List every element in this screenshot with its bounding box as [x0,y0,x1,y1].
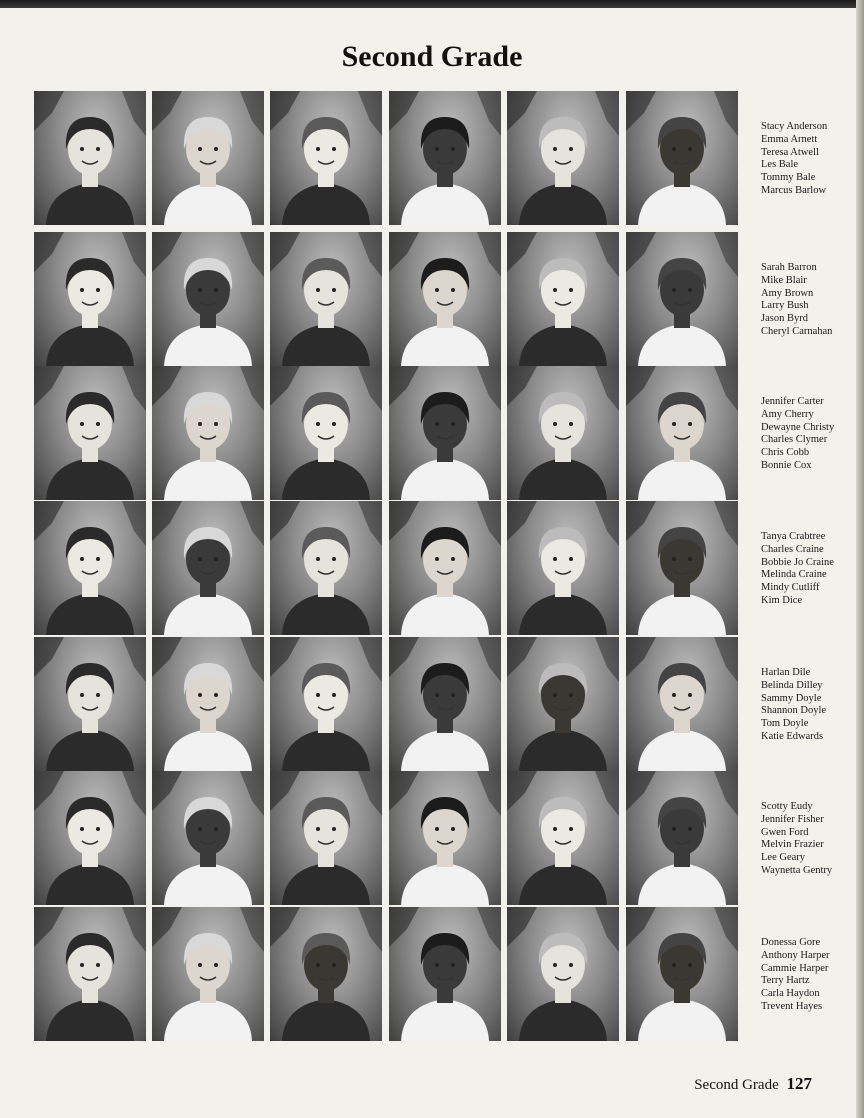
student-name: Amy Cherry [761,408,814,420]
student-name: Kim Dice [761,594,803,606]
student-name: Sammy Doyle [761,692,822,704]
student-portrait [34,907,146,1041]
student-name: Mike Blair [761,274,807,286]
student-portrait [152,232,264,366]
student-portrait [389,232,501,366]
student-name: Teresa Atwell [761,146,819,158]
student-name: Terry Hartz [761,975,810,987]
page-title: Second Grade [341,40,523,73]
portrait-row [34,232,854,366]
student-name: Bonnie Cox [761,459,812,471]
student-portrait [626,771,738,905]
student-name: Charles Craine [761,543,824,555]
student-portrait [270,366,382,500]
student-name: Carla Haydon [761,988,820,1000]
student-name: Jason Byrd [761,313,808,325]
student-portrait [389,771,501,905]
page-top-edge [0,0,864,8]
student-portrait [270,501,382,635]
student-portrait [34,91,146,225]
student-name: Waynetta Gentry [761,864,833,876]
student-name: Chris Cobb [761,447,810,459]
student-name: Jennifer Carter [761,396,824,407]
student-name: Bobbie Jo Craine [761,556,834,568]
student-name: Tom Doyle [761,718,809,730]
footer-section: Second Grade [694,1077,779,1093]
student-portrait [152,907,264,1041]
student-portrait [626,366,738,500]
student-name: Tanya Crabtree [761,531,826,542]
student-name: Dewayne Christy [761,421,835,433]
student-portrait [507,366,619,500]
student-name: Melvin Frazier [761,839,824,851]
student-name: Lee Geary [761,852,806,864]
student-name: Larry Bush [761,300,809,312]
student-portrait [389,91,501,225]
student-name: Harlan Dile [761,667,811,678]
student-name: Katie Edwards [761,730,824,742]
student-name: Tommy Bale [761,172,816,184]
student-portrait [507,637,619,771]
student-name: Donessa Gore [761,937,821,948]
student-name: Amy Brown [761,287,814,299]
portrait-row [34,366,854,500]
student-portrait [626,907,738,1041]
page-number: 127 [786,1074,812,1093]
student-portrait [507,771,619,905]
name-caption-list [761,262,861,339]
student-name: Anthony Harper [761,949,830,961]
student-portrait [152,366,264,500]
student-portrait [270,91,382,225]
student-portrait [152,637,264,771]
student-portrait [626,91,738,225]
student-portrait [34,232,146,366]
portrait-row [34,637,854,771]
student-portrait [626,232,738,366]
student-name: Emma Arnett [761,133,818,145]
name-caption-list [761,801,861,878]
student-name: Charles Clymer [761,434,828,446]
student-name: Stacy Anderson [761,121,828,132]
student-portrait [34,771,146,905]
name-caption-list [761,531,861,608]
name-caption-list [761,667,861,744]
name-caption-list [761,396,861,473]
student-name: Trevent Hayes [761,1000,823,1012]
student-name: Jennifer Fisher [761,813,824,825]
student-portrait [507,91,619,225]
student-portrait [389,637,501,771]
student-portrait [507,907,619,1041]
student-name: Marcus Barlow [761,184,827,196]
student-name: Shannon Doyle [761,705,827,717]
student-portrait [389,907,501,1041]
page-footer [694,1074,812,1094]
student-portrait [270,637,382,771]
student-name: Sarah Barron [761,262,817,273]
student-portrait [34,637,146,771]
student-portrait [152,771,264,905]
student-portrait [270,907,382,1041]
student-portrait [152,501,264,635]
student-name: Mindy Cutliff [761,582,820,594]
name-caption-list [761,937,861,1014]
student-name: Scotty Eudy [761,801,813,812]
portrait-row [34,501,854,635]
student-portrait [270,771,382,905]
student-name: Cheryl Carnahan [761,325,833,337]
portrait-row [34,907,854,1041]
student-name: Gwen Ford [761,826,809,838]
student-portrait [152,91,264,225]
student-portrait [34,501,146,635]
student-portrait [270,232,382,366]
name-caption-list [761,121,861,198]
portrait-row [34,771,854,905]
student-portrait [626,501,738,635]
student-portrait [389,501,501,635]
student-portrait [507,501,619,635]
student-name: Cammie Harper [761,962,829,974]
student-portrait [34,366,146,500]
student-portrait [507,232,619,366]
student-portrait [389,366,501,500]
student-name: Les Bale [761,159,799,171]
student-name: Melinda Craine [761,569,827,581]
student-name: Belinda Dilley [761,679,823,691]
student-portrait [626,637,738,771]
portrait-row [34,91,854,225]
